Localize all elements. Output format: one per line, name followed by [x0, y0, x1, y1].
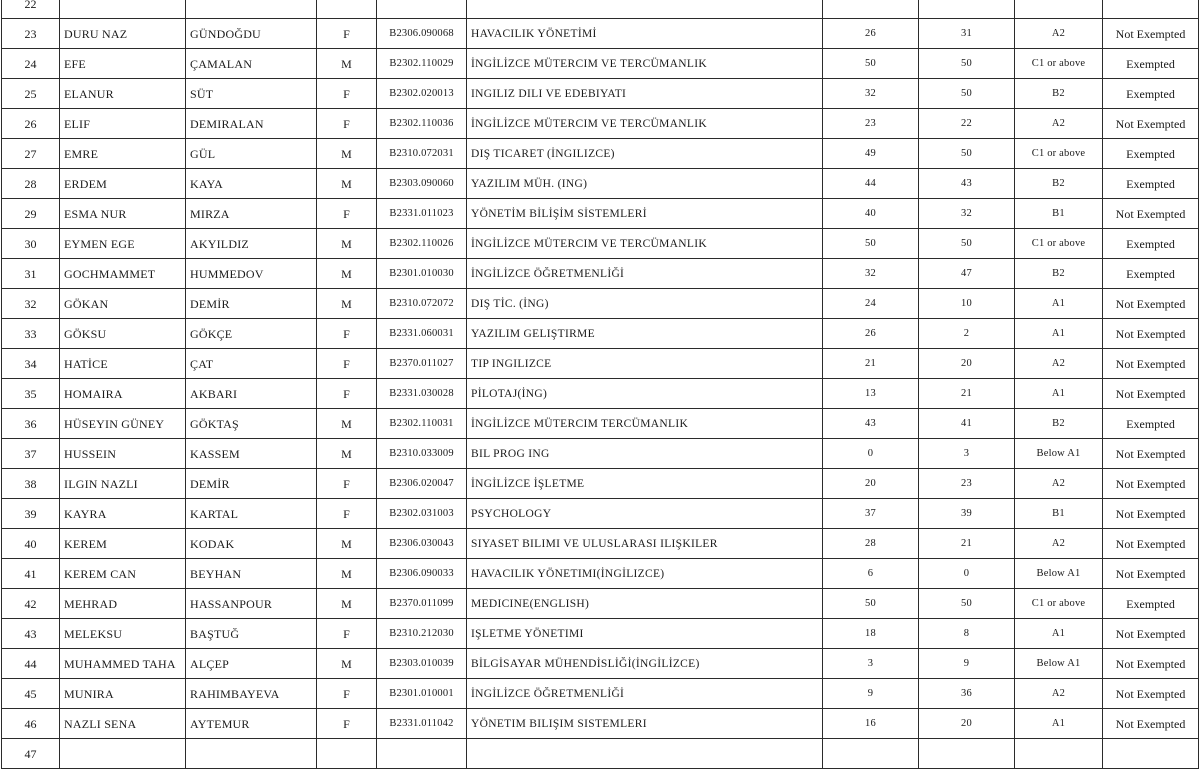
- row-number-cell: 26: [2, 109, 60, 139]
- row-number-cell: 41: [2, 559, 60, 589]
- row-number-cell: 30: [2, 229, 60, 259]
- score-2-cell: [919, 739, 1015, 769]
- level-cell: B1: [1015, 199, 1103, 229]
- level-cell: A1: [1015, 709, 1103, 739]
- exemption-status-cell: Exempted: [1103, 409, 1199, 439]
- student-id-cell: [377, 739, 467, 769]
- gender-cell: M: [317, 529, 377, 559]
- student-id-cell: B2302.031003: [377, 499, 467, 529]
- table-row: [2, 709, 1199, 739]
- score-2-cell: 0: [919, 559, 1015, 589]
- department-cell: DIŞ TİC. (İNG): [467, 289, 823, 319]
- row-number-cell: 43: [2, 619, 60, 649]
- student-id-cell: B2303.010039: [377, 649, 467, 679]
- student-id-cell: B2331.030028: [377, 379, 467, 409]
- gender-cell: M: [317, 589, 377, 619]
- first-name-cell: ESMA NUR: [60, 199, 186, 229]
- score-2-cell: 10: [919, 289, 1015, 319]
- score-1-cell: 16: [823, 709, 919, 739]
- gender-cell: F: [317, 349, 377, 379]
- department-cell: PİLOTAJ(İNG): [467, 379, 823, 409]
- gender-cell: M: [317, 139, 377, 169]
- level-cell: [1015, 739, 1103, 769]
- level-cell: A2: [1015, 349, 1103, 379]
- score-1-cell: 21: [823, 349, 919, 379]
- first-name-cell: HÜSEYIN GÜNEY: [60, 409, 186, 439]
- gender-cell: M: [317, 259, 377, 289]
- exemption-status-cell: Exempted: [1103, 139, 1199, 169]
- exemption-status-cell: Exempted: [1103, 229, 1199, 259]
- score-1-cell: 3: [823, 649, 919, 679]
- level-cell: A2: [1015, 679, 1103, 709]
- score-2-cell: 50: [919, 139, 1015, 169]
- score-1-cell: 26: [823, 319, 919, 349]
- first-name-cell: GÖKAN: [60, 289, 186, 319]
- gender-cell: F: [317, 109, 377, 139]
- student-id-cell: B2310.072031: [377, 139, 467, 169]
- level-cell: C1 or above: [1015, 49, 1103, 79]
- exemption-status-cell: Not Exempted: [1103, 19, 1199, 49]
- student-id-cell: B2302.110026: [377, 229, 467, 259]
- score-2-cell: 50: [919, 49, 1015, 79]
- exemption-status-cell: Not Exempted: [1103, 499, 1199, 529]
- score-1-cell: [823, 739, 919, 769]
- table-row: [2, 739, 1199, 769]
- last-name-cell: GÜNDOĞDU: [186, 19, 317, 49]
- exemption-status-cell: Not Exempted: [1103, 289, 1199, 319]
- student-id-cell: B2303.090060: [377, 169, 467, 199]
- first-name-cell: GOCHMAMMET: [60, 259, 186, 289]
- table-row: [2, 589, 1199, 619]
- first-name-cell: EYMEN EGE: [60, 229, 186, 259]
- exemption-status-cell: Exempted: [1103, 49, 1199, 79]
- last-name-cell: DEMIRALAN: [186, 109, 317, 139]
- row-number-cell: 33: [2, 319, 60, 349]
- score-2-cell: 31: [919, 19, 1015, 49]
- gender-cell: M: [317, 439, 377, 469]
- results-table: [1, 0, 1199, 769]
- student-id-cell: B2302.110036: [377, 109, 467, 139]
- first-name-cell: MUNIRA: [60, 679, 186, 709]
- row-number-cell: 34: [2, 349, 60, 379]
- exemption-status-cell: Exempted: [1103, 79, 1199, 109]
- score-1-cell: 0: [823, 439, 919, 469]
- department-cell: BİLGİSAYAR MÜHENDİSLİĞİ(İNGİLİZCE): [467, 649, 823, 679]
- row-number-cell: 35: [2, 379, 60, 409]
- row-number-cell: 45: [2, 679, 60, 709]
- last-name-cell: AYTEMUR: [186, 709, 317, 739]
- table-row: [2, 499, 1199, 529]
- last-name-cell: KASSEM: [186, 439, 317, 469]
- exemption-status-cell: Exempted: [1103, 589, 1199, 619]
- department-cell: TIP INGILIZCE: [467, 349, 823, 379]
- score-1-cell: 37: [823, 499, 919, 529]
- score-1-cell: 50: [823, 589, 919, 619]
- score-2-cell: 3: [919, 439, 1015, 469]
- first-name-cell: ERDEM: [60, 169, 186, 199]
- score-1-cell: 43: [823, 409, 919, 439]
- table-row: [2, 109, 1199, 139]
- score-2-cell: 20: [919, 709, 1015, 739]
- exemption-status-cell: Not Exempted: [1103, 709, 1199, 739]
- table-row: [2, 349, 1199, 379]
- department-cell: YÖNETİM BİLİŞİM SİSTEMLERİ: [467, 199, 823, 229]
- student-id-cell: B2310.033009: [377, 439, 467, 469]
- student-id-cell: B2301.010030: [377, 259, 467, 289]
- last-name-cell: GÖKTAŞ: [186, 409, 317, 439]
- student-id-cell: B2331.011042: [377, 709, 467, 739]
- row-number-cell: 24: [2, 49, 60, 79]
- department-cell: [467, 739, 823, 769]
- gender-cell: F: [317, 709, 377, 739]
- department-cell: BIL PROG ING: [467, 439, 823, 469]
- gender-cell: M: [317, 169, 377, 199]
- score-1-cell: 50: [823, 229, 919, 259]
- gender-cell: M: [317, 49, 377, 79]
- first-name-cell: ELANUR: [60, 79, 186, 109]
- student-id-cell: B2302.110029: [377, 49, 467, 79]
- last-name-cell: ALÇEP: [186, 649, 317, 679]
- score-1-cell: 9: [823, 679, 919, 709]
- department-cell: IŞLETME YÖNETIMI: [467, 619, 823, 649]
- first-name-cell: HATİCE: [60, 349, 186, 379]
- gender-cell: M: [317, 559, 377, 589]
- score-2-cell: 23: [919, 469, 1015, 499]
- row-number-cell: 32: [2, 289, 60, 319]
- gender-cell: M: [317, 229, 377, 259]
- table-row: [2, 379, 1199, 409]
- student-id-cell: B2370.011027: [377, 349, 467, 379]
- level-cell: A2: [1015, 109, 1103, 139]
- first-name-cell: MELEKSU: [60, 619, 186, 649]
- student-id-cell: B2306.030043: [377, 529, 467, 559]
- score-2-cell: [919, 0, 1015, 19]
- exemption-status-cell: Not Exempted: [1103, 319, 1199, 349]
- gender-cell: F: [317, 379, 377, 409]
- level-cell: C1 or above: [1015, 229, 1103, 259]
- department-cell: DIŞ TICARET (İNGILIZCE): [467, 139, 823, 169]
- student-id-cell: B2306.090068: [377, 19, 467, 49]
- score-2-cell: 36: [919, 679, 1015, 709]
- table-row: [2, 529, 1199, 559]
- exemption-status-cell: Not Exempted: [1103, 529, 1199, 559]
- last-name-cell: RAHIMBAYEVA: [186, 679, 317, 709]
- department-cell: PSYCHOLOGY: [467, 499, 823, 529]
- last-name-cell: DEMİR: [186, 469, 317, 499]
- gender-cell: M: [317, 289, 377, 319]
- score-1-cell: 40: [823, 199, 919, 229]
- student-id-cell: B2331.011023: [377, 199, 467, 229]
- last-name-cell: MIRZA: [186, 199, 317, 229]
- table-row: [2, 79, 1199, 109]
- last-name-cell: KODAK: [186, 529, 317, 559]
- gender-cell: [317, 0, 377, 19]
- score-2-cell: 43: [919, 169, 1015, 199]
- score-2-cell: 21: [919, 379, 1015, 409]
- student-id-cell: B2310.072072: [377, 289, 467, 319]
- gender-cell: F: [317, 19, 377, 49]
- last-name-cell: SÜT: [186, 79, 317, 109]
- row-number-cell: 47: [2, 739, 60, 769]
- level-cell: C1 or above: [1015, 589, 1103, 619]
- exemption-status-cell: Not Exempted: [1103, 199, 1199, 229]
- table-row: [2, 619, 1199, 649]
- score-2-cell: 20: [919, 349, 1015, 379]
- exemption-status-cell: Not Exempted: [1103, 349, 1199, 379]
- gender-cell: F: [317, 499, 377, 529]
- last-name-cell: ÇAMALAN: [186, 49, 317, 79]
- level-cell: A2: [1015, 529, 1103, 559]
- first-name-cell: MEHRAD: [60, 589, 186, 619]
- level-cell: A2: [1015, 469, 1103, 499]
- score-2-cell: 41: [919, 409, 1015, 439]
- table-row: [2, 139, 1199, 169]
- level-cell: B2: [1015, 169, 1103, 199]
- department-cell: İNGİLİZCE MÜTERCIM VE TERCÜMANLIK: [467, 109, 823, 139]
- score-1-cell: 18: [823, 619, 919, 649]
- level-cell: B2: [1015, 409, 1103, 439]
- level-cell: A1: [1015, 289, 1103, 319]
- table-row: [2, 229, 1199, 259]
- department-cell: İNGİLİZCE MÜTERCIM VE TERCÜMANLIK: [467, 49, 823, 79]
- student-id-cell: B2302.020013: [377, 79, 467, 109]
- exemption-status-cell: Not Exempted: [1103, 679, 1199, 709]
- score-1-cell: 23: [823, 109, 919, 139]
- score-1-cell: 24: [823, 289, 919, 319]
- student-id-cell: B2302.110031: [377, 409, 467, 439]
- score-2-cell: 2: [919, 319, 1015, 349]
- last-name-cell: ÇAT: [186, 349, 317, 379]
- row-number-cell: 23: [2, 19, 60, 49]
- score-2-cell: 9: [919, 649, 1015, 679]
- department-cell: HAVACILIK YÖNETİMİ: [467, 19, 823, 49]
- first-name-cell: ELIF: [60, 109, 186, 139]
- student-id-cell: B2306.090033: [377, 559, 467, 589]
- row-number-cell: 37: [2, 439, 60, 469]
- last-name-cell: BAŞTUĞ: [186, 619, 317, 649]
- table-row: [2, 169, 1199, 199]
- level-cell: B2: [1015, 79, 1103, 109]
- row-number-cell: 40: [2, 529, 60, 559]
- last-name-cell: AKYILDIZ: [186, 229, 317, 259]
- first-name-cell: HOMAIRA: [60, 379, 186, 409]
- department-cell: [467, 0, 823, 19]
- score-2-cell: 47: [919, 259, 1015, 289]
- score-1-cell: 28: [823, 529, 919, 559]
- first-name-cell: [60, 0, 186, 19]
- table-row: [2, 49, 1199, 79]
- student-id-cell: B2306.020047: [377, 469, 467, 499]
- row-number-cell: 29: [2, 199, 60, 229]
- level-cell: B1: [1015, 499, 1103, 529]
- last-name-cell: KARTAL: [186, 499, 317, 529]
- first-name-cell: MUHAMMED TAHA: [60, 649, 186, 679]
- level-cell: A1: [1015, 379, 1103, 409]
- level-cell: [1015, 0, 1103, 19]
- score-1-cell: 32: [823, 259, 919, 289]
- score-1-cell: 44: [823, 169, 919, 199]
- row-number-cell: 22: [2, 0, 60, 19]
- exemption-status-cell: Not Exempted: [1103, 619, 1199, 649]
- score-1-cell: 13: [823, 379, 919, 409]
- score-2-cell: 21: [919, 529, 1015, 559]
- exemption-status-cell: Not Exempted: [1103, 439, 1199, 469]
- first-name-cell: GÖKSU: [60, 319, 186, 349]
- exemption-status-cell: Exempted: [1103, 259, 1199, 289]
- department-cell: İNGİLİZCE MÜTERCIM TERCÜMANLIK: [467, 409, 823, 439]
- department-cell: YÖNETIM BILIŞIM SISTEMLERI: [467, 709, 823, 739]
- row-number-cell: 46: [2, 709, 60, 739]
- score-2-cell: 32: [919, 199, 1015, 229]
- score-2-cell: 50: [919, 79, 1015, 109]
- student-id-cell: B2310.212030: [377, 619, 467, 649]
- department-cell: HAVACILIK YÖNETIMI(İNGİLIZCE): [467, 559, 823, 589]
- row-number-cell: 42: [2, 589, 60, 619]
- level-cell: C1 or above: [1015, 139, 1103, 169]
- table-row: [2, 289, 1199, 319]
- department-cell: INGILIZ DILI VE EDEBIYATI: [467, 79, 823, 109]
- first-name-cell: EMRE: [60, 139, 186, 169]
- row-number-cell: 27: [2, 139, 60, 169]
- department-cell: YAZILIM GELIŞTIRME: [467, 319, 823, 349]
- score-2-cell: 8: [919, 619, 1015, 649]
- last-name-cell: GÜL: [186, 139, 317, 169]
- score-1-cell: [823, 0, 919, 19]
- score-2-cell: 22: [919, 109, 1015, 139]
- exemption-status-cell: Not Exempted: [1103, 469, 1199, 499]
- level-cell: Below A1: [1015, 439, 1103, 469]
- first-name-cell: [60, 739, 186, 769]
- level-cell: A1: [1015, 619, 1103, 649]
- score-1-cell: 26: [823, 19, 919, 49]
- gender-cell: M: [317, 409, 377, 439]
- gender-cell: M: [317, 649, 377, 679]
- department-cell: İNGİLİZCE İŞLETME: [467, 469, 823, 499]
- score-2-cell: 39: [919, 499, 1015, 529]
- gender-cell: F: [317, 619, 377, 649]
- table-row: [2, 19, 1199, 49]
- table-row: [2, 469, 1199, 499]
- first-name-cell: HUSSEIN: [60, 439, 186, 469]
- exemption-status-cell: Not Exempted: [1103, 379, 1199, 409]
- score-1-cell: 32: [823, 79, 919, 109]
- department-cell: SIYASET BILIMI VE ULUSLARASI ILIŞKILER: [467, 529, 823, 559]
- last-name-cell: DEMİR: [186, 289, 317, 319]
- score-2-cell: 50: [919, 229, 1015, 259]
- table-row: [2, 559, 1199, 589]
- score-1-cell: 50: [823, 49, 919, 79]
- table-row: [2, 679, 1199, 709]
- student-id-cell: B2301.010001: [377, 679, 467, 709]
- last-name-cell: AKBARI: [186, 379, 317, 409]
- exemption-status-cell: [1103, 0, 1199, 19]
- table-row: [2, 319, 1199, 349]
- last-name-cell: HUMMEDOV: [186, 259, 317, 289]
- row-number-cell: 31: [2, 259, 60, 289]
- results-table-body: [2, 0, 1199, 769]
- gender-cell: F: [317, 199, 377, 229]
- exemption-status-cell: Not Exempted: [1103, 109, 1199, 139]
- gender-cell: F: [317, 469, 377, 499]
- level-cell: B2: [1015, 259, 1103, 289]
- student-id-cell: B2370.011099: [377, 589, 467, 619]
- department-cell: YAZILIM MÜH. (ING): [467, 169, 823, 199]
- row-number-cell: 25: [2, 79, 60, 109]
- gender-cell: [317, 739, 377, 769]
- row-number-cell: 36: [2, 409, 60, 439]
- score-1-cell: 6: [823, 559, 919, 589]
- table-row: [2, 199, 1199, 229]
- score-2-cell: 50: [919, 589, 1015, 619]
- first-name-cell: KEREM CAN: [60, 559, 186, 589]
- last-name-cell: BEYHAN: [186, 559, 317, 589]
- exemption-status-cell: [1103, 739, 1199, 769]
- table-row: [2, 439, 1199, 469]
- student-id-cell: B2331.060031: [377, 319, 467, 349]
- row-number-cell: 38: [2, 469, 60, 499]
- exemption-status-cell: Not Exempted: [1103, 559, 1199, 589]
- first-name-cell: NAZLI SENA: [60, 709, 186, 739]
- student-id-cell: [377, 0, 467, 19]
- score-1-cell: 20: [823, 469, 919, 499]
- last-name-cell: KAYA: [186, 169, 317, 199]
- first-name-cell: KEREM: [60, 529, 186, 559]
- first-name-cell: ILGIN NAZLI: [60, 469, 186, 499]
- row-number-cell: 44: [2, 649, 60, 679]
- department-cell: İNGİLİZCE ÖĞRETMENLİĞİ: [467, 259, 823, 289]
- department-cell: İNGİLİZCE MÜTERCIM VE TERCÜMANLIK: [467, 229, 823, 259]
- level-cell: A2: [1015, 19, 1103, 49]
- first-name-cell: KAYRA: [60, 499, 186, 529]
- table-row: [2, 409, 1199, 439]
- row-number-cell: 28: [2, 169, 60, 199]
- gender-cell: F: [317, 679, 377, 709]
- table-row: [2, 259, 1199, 289]
- department-cell: MEDICINE(ENGLISH): [467, 589, 823, 619]
- gender-cell: F: [317, 319, 377, 349]
- department-cell: İNGİLİZCE ÖĞRETMENLİĞİ: [467, 679, 823, 709]
- exemption-status-cell: Exempted: [1103, 169, 1199, 199]
- level-cell: A1: [1015, 319, 1103, 349]
- first-name-cell: EFE: [60, 49, 186, 79]
- gender-cell: F: [317, 79, 377, 109]
- score-1-cell: 49: [823, 139, 919, 169]
- last-name-cell: GÖKÇE: [186, 319, 317, 349]
- table-row: [2, 0, 1199, 19]
- last-name-cell: HASSANPOUR: [186, 589, 317, 619]
- table-row: [2, 649, 1199, 679]
- row-number-cell: 39: [2, 499, 60, 529]
- first-name-cell: DURU NAZ: [60, 19, 186, 49]
- last-name-cell: [186, 739, 317, 769]
- level-cell: Below A1: [1015, 559, 1103, 589]
- exemption-status-cell: Not Exempted: [1103, 649, 1199, 679]
- last-name-cell: [186, 0, 317, 19]
- level-cell: Below A1: [1015, 649, 1103, 679]
